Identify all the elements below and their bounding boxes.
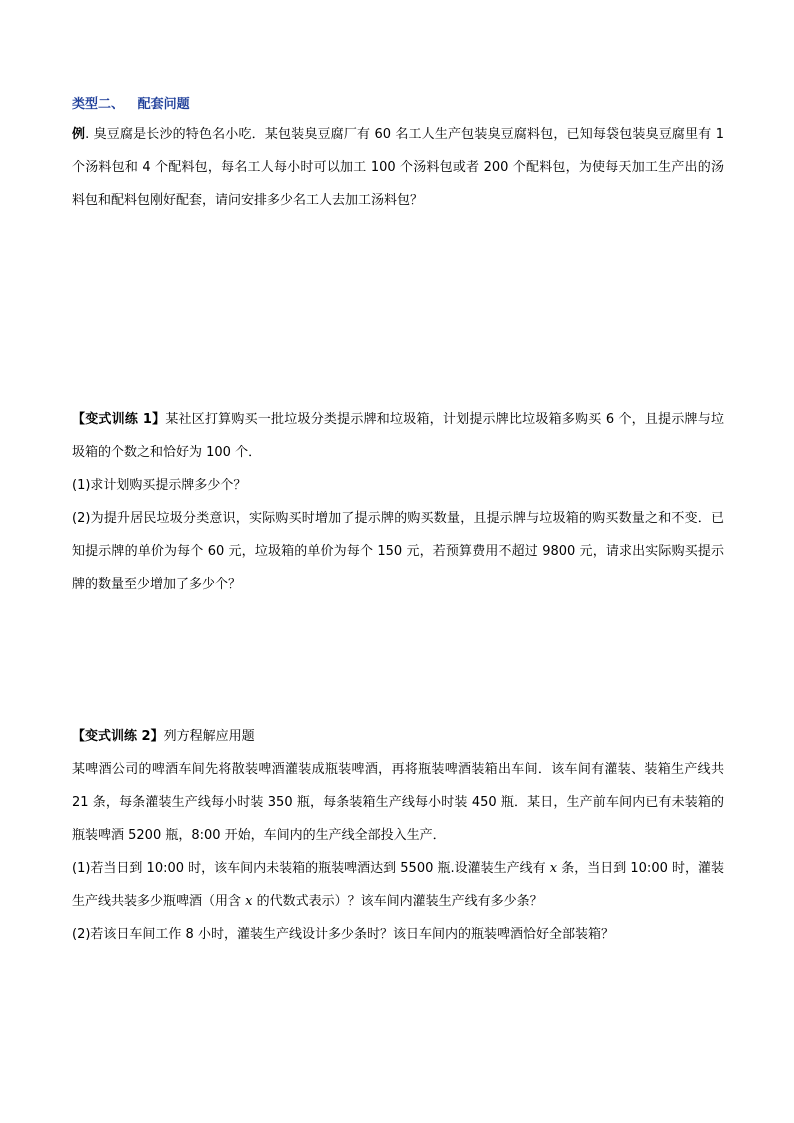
section-heading-title: 配套问题 xyxy=(137,97,190,112)
variable-x: x xyxy=(549,861,558,876)
training2-question-1 xyxy=(72,852,724,918)
training1-intro: 某社区打算购买一批垃圾分类提示牌和垃圾箱，计划提示牌比垃圾箱多购买 6 个，且提示牌与垃圾箱的个数之和恰好为 100 个． xyxy=(72,412,724,460)
training2-q1-part-b: 条，当日到 10:00 时，灌装生产线共装多少瓶啤酒（用含 xyxy=(72,861,724,909)
training2-q1-part-c: 的代数式表示）？该车间内灌装生产线有多少条？ xyxy=(252,894,543,909)
training2-question-2: (2)若该日车间工作 8 小时，灌装生产线设计多少条时？该日车间内的瓶装啤酒恰好全部装箱？ xyxy=(72,927,614,942)
variable-x-2: x xyxy=(245,894,253,909)
training1-question-1: (1)求计划购买提示牌多少个？ xyxy=(72,478,247,493)
training2-title-line xyxy=(72,720,724,753)
training1-tag: 【变式训练 1】 xyxy=(72,412,166,427)
training1-question-2: (2)为提升居民垃圾分类意识，实际购买时增加了提示牌的购买数量，且提示牌与垃圾箱的购买数量之和不变．已知提示牌的单价为每个 60 元，垃圾箱的单价为每个 150 元，若预算费用不超过 9800 元，请求出实际购买提示牌的数量至少增加了多少个？ xyxy=(72,511,724,592)
section-heading xyxy=(72,90,190,120)
training2-q1-part-a: (1)若当日到 10:00 时，该车间内未装箱的瓶装啤酒达到 5500 瓶.设灌装生产线有 xyxy=(72,861,550,876)
training2-intro: 某啤酒公司的啤酒车间先将散装啤酒灌装成瓶装啤酒，再将瓶装啤酒装箱出车间．该车间有灌装、装箱生产线共 21 条，每条灌装生产线每小时装 350 瓶，每条装箱生产线每小时装 450 瓶．某日，生产前车间内已有未装箱的瓶装啤酒 5200 瓶，8:00 开始，车间内的生产线全部投入生产． xyxy=(72,762,724,843)
training1-block xyxy=(72,403,724,601)
example-paragraph xyxy=(72,118,724,217)
example-lead: 例 xyxy=(72,127,86,142)
example-text: . 臭豆腐是长沙的特色名小吃．某包装臭豆腐厂有 60 名工人生产包装臭豆腐料包，已知每袋包装臭豆腐里有 1 个汤料包和 4 个配料包，每名工人每小时可以加工 100 个汤料包或者 200 个配料包，为使每天加工生产出的汤料包和配料包刚好配套，请问安排多少名工人去加工汤料包？ xyxy=(72,127,724,208)
example-block xyxy=(72,118,724,217)
training1-intro-paragraph xyxy=(72,403,724,469)
section-heading-prefix: 类型二、 xyxy=(72,97,125,112)
training2-tag: 【变式训练 2】 xyxy=(72,729,164,744)
training2-title: 列方程解应用题 xyxy=(163,729,255,744)
training2-block xyxy=(72,720,724,951)
